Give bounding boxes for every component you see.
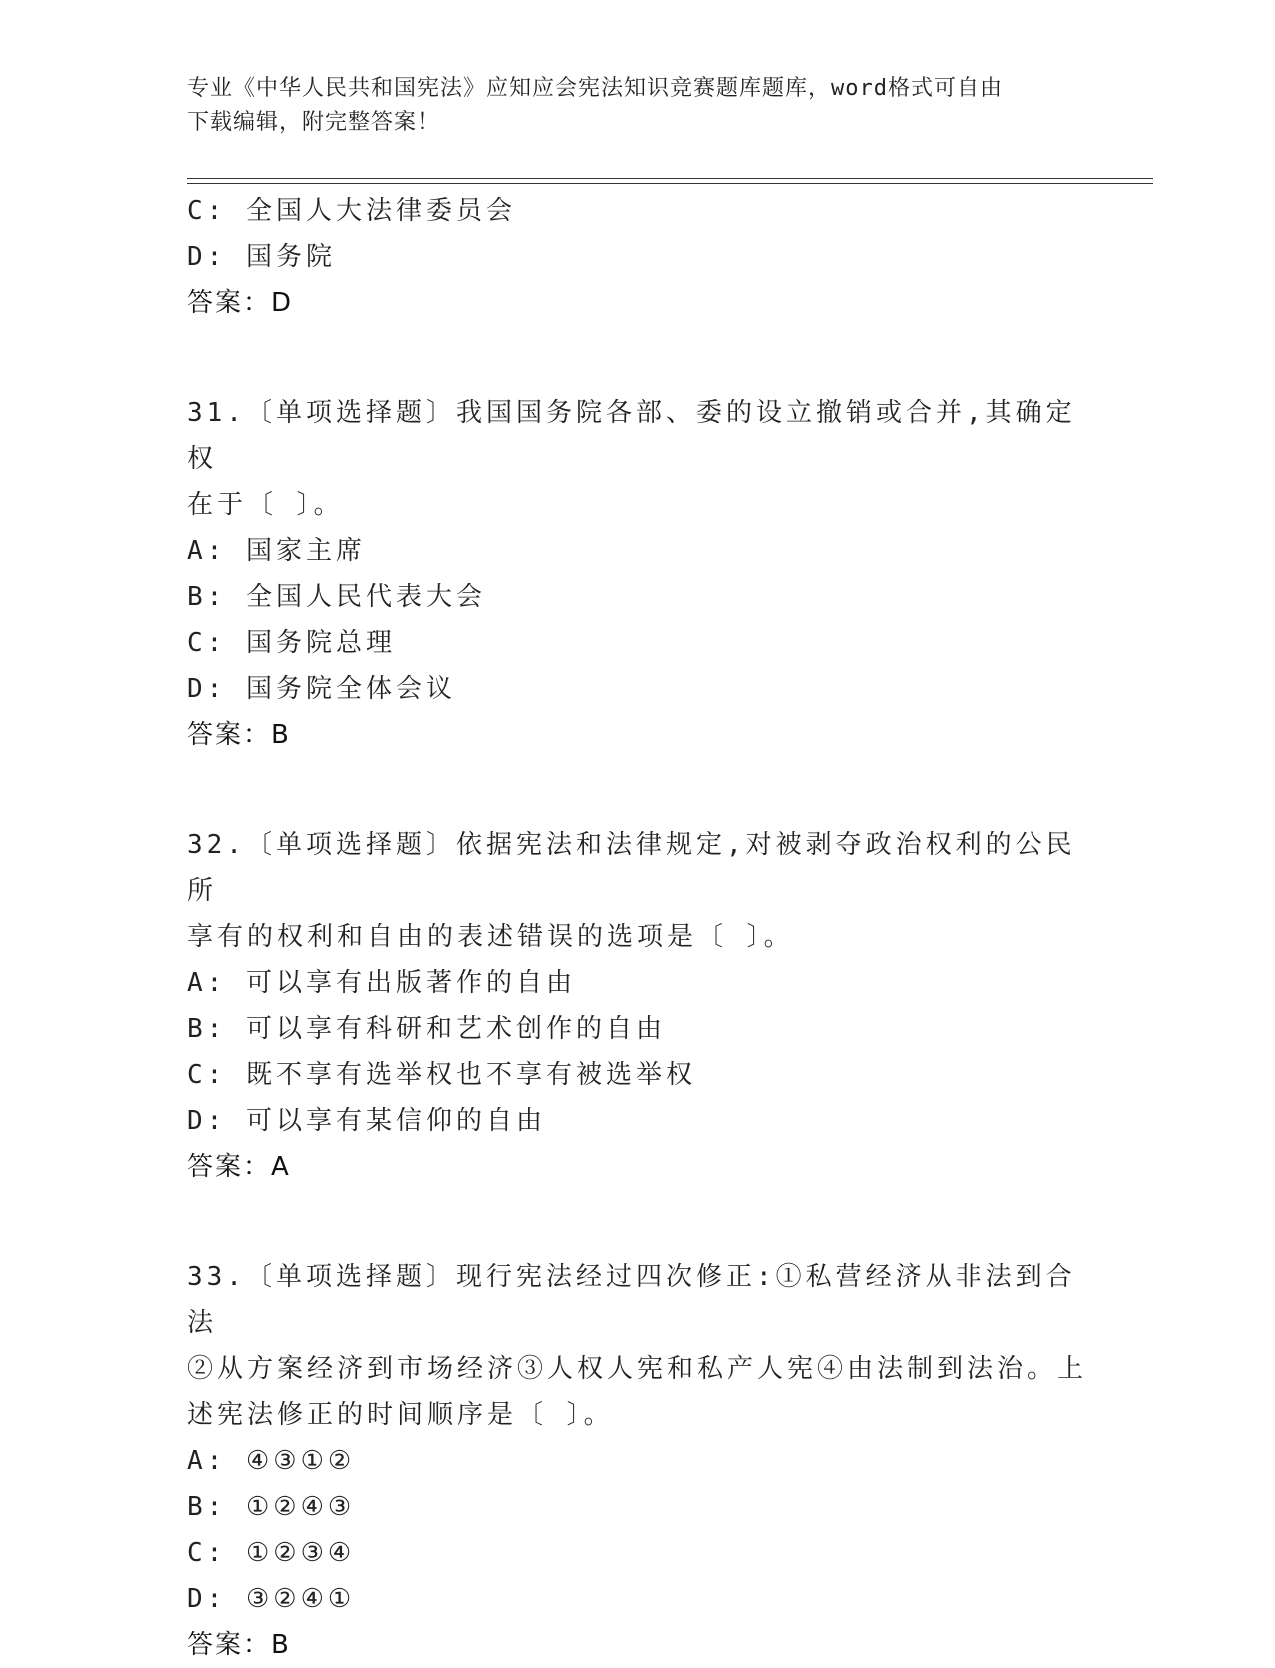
option-d: [187, 1098, 1087, 1144]
option-text: 既不享有选举权也不享有被选举权: [245, 1060, 696, 1090]
option-letter: A:: [187, 1446, 227, 1476]
option-a: [187, 960, 1087, 1006]
stem-line: 32.〔单项选择题〕依据宪法和法律规定,对被剥夺政治权利的公民所: [187, 830, 1076, 906]
option-text: 可以享有出版著作的自由: [245, 968, 576, 998]
answer-line: [187, 1144, 1087, 1190]
header-line-2: 下载编辑，附完整答案！: [187, 110, 441, 135]
answer-value: D: [271, 288, 293, 318]
option-text: 国务院总理: [245, 628, 396, 658]
option-letter: B:: [187, 582, 227, 612]
option-letter: D:: [187, 242, 227, 272]
answer-value: A: [271, 1152, 290, 1182]
option-letter: C:: [187, 196, 227, 226]
header-line-1: 专业《中华人民共和国宪法》应知应会宪法知识竞赛题库题库，word格式可自由: [187, 76, 1003, 101]
stem-line: 33.〔单项选择题〕现行宪法经过四次修正:①私营经济从非法到合法: [187, 1262, 1076, 1338]
stem-line: 述宪法修正的时间顺序是〔 〕。: [187, 1400, 614, 1430]
option-text: 国务院: [245, 242, 336, 272]
option-letter: D:: [187, 674, 227, 704]
option-text: 可以享有某信仰的自由: [245, 1106, 546, 1136]
option-d: [187, 666, 1087, 712]
question-stem: [187, 390, 1087, 528]
answer-label: 答案：: [187, 1152, 272, 1182]
option-text: ④③①②: [245, 1446, 356, 1476]
question-stem: [187, 822, 1087, 960]
answer-line: [187, 280, 1087, 326]
answer-value: B: [271, 720, 290, 750]
header-double-rule: [187, 178, 1153, 184]
option-text: ③②④①: [245, 1584, 356, 1614]
answer-line: [187, 1622, 1087, 1668]
option-text: 全国人民代表大会: [245, 582, 486, 612]
stem-line: 享有的权利和自由的表述错误的选项是〔 〕。: [187, 922, 794, 952]
option-letter: D:: [187, 1106, 227, 1136]
stem-line: 31.〔单项选择题〕我国国务院各部、委的设立撤销或合并,其确定权: [187, 398, 1076, 474]
option-b: [187, 1484, 1087, 1530]
question-32: [187, 822, 1087, 1190]
stem-line: ②从方案经济到市场经济③人权人宪和私产人宪④由法制到法治。上: [187, 1354, 1088, 1384]
answer-line: [187, 712, 1087, 758]
option-c: [187, 1530, 1087, 1576]
option-d: [187, 1576, 1087, 1622]
option-letter: B:: [187, 1014, 227, 1044]
answer-label: 答案：: [187, 288, 272, 318]
option-a: [187, 1438, 1087, 1484]
answer-label: 答案：: [187, 720, 272, 750]
option-letter: C:: [187, 628, 227, 658]
document-body: [187, 188, 1087, 1668]
option-letter: A:: [187, 968, 227, 998]
option-b: [187, 574, 1087, 620]
option-d: [187, 234, 1087, 280]
option-text: ①②④③: [245, 1492, 356, 1522]
question-31: [187, 390, 1087, 758]
option-letter: C:: [187, 1538, 227, 1568]
option-b: [187, 1006, 1087, 1052]
option-text: ①②③④: [245, 1538, 356, 1568]
option-letter: C:: [187, 1060, 227, 1090]
option-text: 国务院全体会议: [245, 674, 456, 704]
question-stem: [187, 1254, 1087, 1438]
option-text: 国家主席: [245, 536, 366, 566]
option-c: [187, 188, 1087, 234]
option-a: [187, 528, 1087, 574]
option-c: [187, 620, 1087, 666]
question-33: [187, 1254, 1087, 1668]
stem-line: 在于〔 〕。: [187, 490, 344, 520]
answer-label: 答案：: [187, 1630, 272, 1660]
answer-value: B: [271, 1630, 290, 1660]
prev-question-block: [187, 188, 1087, 326]
option-letter: A:: [187, 536, 227, 566]
option-letter: D:: [187, 1584, 227, 1614]
option-letter: B:: [187, 1492, 227, 1522]
document-header: [187, 72, 1067, 140]
option-text: 全国人大法律委员会: [245, 196, 516, 226]
option-text: 可以享有科研和艺术创作的自由: [245, 1014, 666, 1044]
option-c: [187, 1052, 1087, 1098]
